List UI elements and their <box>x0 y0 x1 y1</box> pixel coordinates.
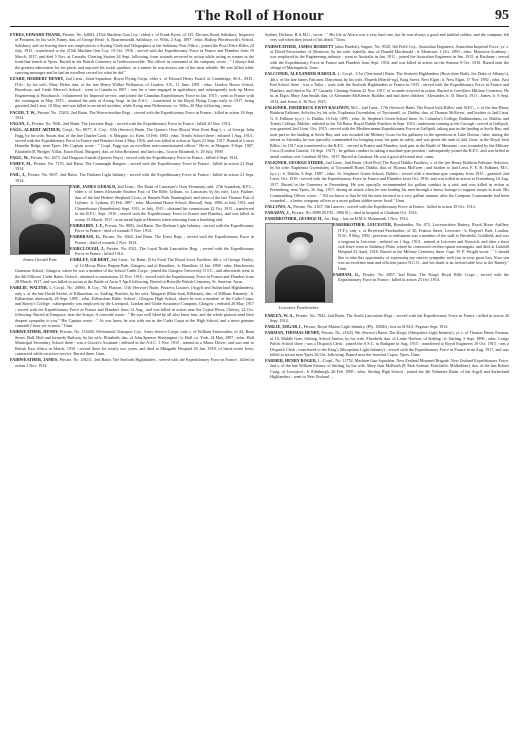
entry-text: (alias Burdett), Sapper, No. 9520, 6th Field Coy., Australian Engineers, Australian Imperial Force, yr. s. of David Fairweather, of Montrose, by his wife, Isabella, dau. of Donald Macdonald ; b. Montrose, 1 Oct. 1893 ; educ. Montrose Academy ; was employed in the Engineering industry ; went to Australia in Jan. 1911 ; joined the Australian Engineers in Jan. 1915, at Brisbane ; served with the Expeditionary Force in France and Flanders from Sept. 1916, and was killed in action on the Somme 9 Oct. 1916. Buried near the village of Martinpuich. Unm. <box>270 43 509 71</box>
entry-text: Private, No. 64003, 215th Machine Gun Coy.; eldest s. of Frank Eyres, of 125, Devizes Road, Salisbury, Inspector of Postmen, by his wife, Fanny, dau. of George Read ; b. Bournemouth, Salisbury, co. Wilts, 2 Aug. 1897 ; educ. Bishop Wordsworth's School, Salisbury, and on leaving there was employed as a Sorting Clerk and Telegraphist at the Salisbury Post Office ; joined the Post Office Rifles 24 July, 1915 ; transferred to the 215th Machine Gun Coy. 19 Oct. 1916 ; served with the Expeditionary Force in France and Flanders from 19 March, 1917, and died 5 Nov. at Casualty Clearing Station 24 Sept. following, from wounds received in action while acting as runner in the front-line trench at Ypres. Buried in the British Cemetery at Godewaersvelde. The officer in command of the company wrote : " I always had the greatest admiration for his pluck, and enjoyed his social qualities, as a runner he was always one of the most reliable. He was killed while carrying messages and he had an excellent record for what he did." <box>15 32 254 76</box>
entry-name: FARMER, HENRY ROGER, <box>265 358 317 364</box>
roll-entry <box>10 110 254 121</box>
entry-text: Art. Eng. ; lost on H.M.S. Monmouth 1 Nov. 1914. <box>324 216 409 222</box>
entry-text: 2nd Lieut., 42nd Squadron, Royal Flying Corps, elder s. of Edward Henry Ezard, of Cambridge, M.A., M.D., D.Sc., by his wife, Mary Helen, dau. of the late Henry Walker Wilkinson, of London, S.E., 11 June, 1891 ; educ. Lindow House School, Broadway, and Cadet Mercer's School ; went to Canada in 1907 ; was for a time engaged in agriculture, and subsequently took up Motor Engineering at Woodstock ; volunteered for Imperial service, and joined the Canadian Expeditionary Force in Jan. 1915 ; went to France with the contingent in May, 1915 ; attained the rank of Acting Sergt. in the A.S.C. ; transferred to the Royal Flying Corps early in 1917, being gazetted 2nd Lieut. 10 May, and was killed in an aerial accident, while flying near Netheravon, co. Wilts, 30 May following ; unm. <box>15 76 254 109</box>
entry-name: FAIRLEY, GILBERT, <box>70 257 110 263</box>
roll-entry <box>10 329 254 356</box>
entry-name: FALKINER, GEORGE STRIDE, <box>265 159 325 165</box>
roll-entry <box>10 76 254 109</box>
entry-name: FAIRBRASS, G., <box>70 234 102 240</box>
entry-name: FARADAY, J., <box>265 210 291 216</box>
entry-name: FAGAN, J., <box>10 121 31 127</box>
entry-text: Private, No. 9041, 2nd Battn. The Leicester Regt. ; served with the Expeditionary Force in France ; killed 20 Nov. 1914. <box>31 121 231 127</box>
entry-name: FARLIE, EDGAR J., <box>265 324 303 330</box>
roll-entry <box>265 32 509 43</box>
entry-name: EYRES, EDWARD FRANK, <box>10 32 62 37</box>
roll-entry <box>265 358 509 380</box>
roll-entry <box>265 210 509 215</box>
entry-name: FAREBROTHER, GEORGE H., <box>265 216 324 222</box>
entry-name: FAIL, J., <box>10 172 27 178</box>
entry-text: Private, Royal Marine Light Infantry, (Ply. 10286) ; lost on H.M.S. Pegasus Sept. 1914. <box>303 324 449 330</box>
roll-entry <box>265 71 509 104</box>
roll-entry <box>10 172 254 183</box>
entry-text: Private, No. 8321, The Loyal North Lancashire Regt. ; served with the Expeditionary Force in France ; killed 1914. <box>75 245 254 257</box>
entry-name: FAIRCLOUGH, J., <box>70 245 105 251</box>
entry-name: FAREBROTHER, LEICESTER, <box>333 222 393 228</box>
roll-entry <box>10 161 254 172</box>
roll-entry <box>265 44 509 71</box>
entry-name: FAGG, W., <box>10 154 30 160</box>
entry-name: FAIRWEATHER, HENRY, <box>10 329 59 335</box>
entry-text: L.-Corpl., No. 20865, B Coy., 7th Platoon, 11th (Service) Battn. Princess Louise's (Argyll and Sutherland Highlanders), only s. of the late David Fairlie, of Kilbarchan, co. Stirling, Butcher, by his wife, Margaret (Blair-loan, Kilbirnie), dau. of William Kennedy ; b. Kilbarchan afterwards, 26 Sept. 1895 ; educ. Kilbarchan Public School ; Glasgow High School, where he was a member of the Cadet Corps, and Skerry's College ; subsequently was employed by the Liverpool, London and Globe Assurance Company, Glasgow ; enlisted 26 May, 1917 ; served with the Expeditionary Force in France and Flanders from 12 Aug., and was killed in action near the Cojeul River, Chérisy, 22 Oct. following. Buried at Fampoux, near the Scarpe. A comrade wrote : " He was well liked by all who knew him, and the whole platoon send their deepest sympathy to you." His Captain wrote : " As you know he was with me in the Cadet Corps at the High School, and a more genuine comrade I have yet to meet." Unm. <box>15 285 254 329</box>
roll-entry <box>265 330 509 357</box>
portrait-image <box>265 223 333 303</box>
entry-name: FARHAM, G., <box>333 271 361 277</box>
photo-caption: Leicester Farebrother. <box>278 305 320 311</box>
roll-entry <box>265 204 509 209</box>
entry-name: FARLEY, W. A., <box>265 312 295 318</box>
entry-name: EZARD, HERBERT HENRY, <box>10 76 65 82</box>
left-entries-top <box>10 32 254 183</box>
roll-entry <box>10 285 254 329</box>
photo-leicester-farebrother <box>265 223 333 310</box>
right-entries-bottom <box>265 313 509 380</box>
entry-text: Private, No. 21623, 9th (Service) Battn. The King's (Shropshire Light Infantry), yr. s. of Thomas Henry Farman, of 10, Middle Gate, Stirling, School Janitor, by his wife, Elizabeth, dau. of Leslie Neilson, of Stirling ; b. Stirling, 5 Sept. 1896 ; educ. Craigs Public School there ; was a Dispatch Clerk ; joined the A.S.C. in Bathgate in Aug. 1915 ; transferred to Royal Engineers 10 Oct. 1915 ; was a Dispatch Clerk ; transferred to the King's (Shropshire Light Infantry) ; served with the Expeditionary Force in France from Aug. 1917, and was killed in action near Ypres 26 Oct. following. Buried near the Ironclad Copse, Ypres. Unm. <box>270 330 509 357</box>
page-number: 95 <box>495 8 509 23</box>
portrait-image <box>10 185 70 255</box>
entry-text: Sydney Dickson, R.A.M.C., wrote : " His life in Africa was a very hard one, but he was always a good and faithful soldier, and the company felt very sad when they heard of his death." Unm. <box>265 32 509 43</box>
entry-text: Private, No. 155400, Mechanical Transport Coy., Army Service Corps, only s. of William Fairweather, of 44, Bean Street, Hull, Hull and formerly Railway, by his wife, Elizabeth, dau. of John Spencer Washington ; b. Hull, co. York, 24 May, 1897 ; educ. Hull Municipal Secondary School there ; was a Grocer's Assistant ; enlisted in the A.S.C. 1 Nov. 1915 ; trained as a Motor Driver, and was sent to British East Africa in March, 1916 ; served there for nearly two years, and died at Mbagathi Hospital 26 Jan. 1918, of black-water fever, contracted while on active service. Buried there. Unm. <box>15 329 254 357</box>
entry-text: 2nd Lieut., 1st Battn. (51st Foot) The Royal Scots Fusiliers, 4th s. of George Fairley, of 14 Moray Place, Regent Park, Glasgow, and of Hamilton ; b. Hamilton, 21 Jan. 1896 ; educ. Hutcheson's Grammar School, Glasgow, where he was a member of the School Cadet Corps ; joined the Glasgow University O.T.C., and afterwards went to the 4th Officers' Cadet Battn. Oxford ; obtained a commission 22 Nov. 1916 ; served with the Expeditionary Force in France and Flanders from 28 March, 1917, and was killed in action at the Battle of Arras 9 April following. Buried in Ronville British Cemetery, St. Sauveur, Arras. <box>15 257 254 285</box>
entry-name: FAIRWEATHER, JAMES, <box>10 357 59 363</box>
right-entries-top <box>265 32 509 222</box>
entry-text: Private, No. 6989 (R.F.R., 1906 B.) ; died in hospital at Chatham Oct. 1914. <box>291 210 418 216</box>
entry-text: 2nd Lieut., The Duke of Lancaster's Own Yeomanry, attd. 27th Squadron, R.F.C., elder s. of James Alexander Stratton Fair, of The Rifle, Lytham, co. Lancaster, by his wife, Lucy Pauline, dau. of the late Herbert Shepherd Cross, of Hamels Park, Buntingford, and niece of the late Thomas Fair of Lytham ; b. Lytham, 25 Feb. 1897 ; educ. Moorland House School, Heswall, Sept. 1906, to July, 1911, and Charterhouse (Saunderites) Sept. 1911, to July, 1915 ; obtained his commission 22 Oct. 1915 ; transferred to the R.F.C. Sept. 1916 ; served with the Expeditionary Force in France and Flanders, and was killed in action 15 March, 1917, in an aerial fight at Hermies when returning from a bombing raid. <box>75 183 254 222</box>
roll-entry <box>10 357 254 368</box>
entry-text: Private, No. 9697, 2nd Battn. The Durham Light Infantry ; served with the Expeditionary Force in France ; killed in action 21 Sept. 1914. <box>15 172 254 183</box>
entry-name: FAIRWEATHER, JAMES BURDETT <box>265 43 334 49</box>
entry-name: FARMAN, THOMAS HENRY, <box>265 330 321 336</box>
roll-entry <box>10 127 254 154</box>
entry-text: Private, No. 7842, 2nd Battn. The South Lancashire Regt. ; served with the Expeditionary Force in France ; killed in action 20 Sept. 1914. <box>270 312 509 324</box>
header-rule <box>10 26 509 27</box>
entry-text: M.C., 2nd Lieut., 17th (Service) Battn. The Royal Irish Rifles, attd. R.F.C., s. of the late Henry Baldwin Falkiner, Solicitor, by his wife, Euphemia Gwendolen, of Tyrconnell, co. Dublin, dau. of Thomas McEwen ; and brother to 2nd Lieut. G. S. Falkiner (q.v.) ; b. Dublin, 16 July, 1895 ; educ. St. Stephen's Green School there, St. Columba's College, Rathfarnham, co. Dublin, and Trinity College, Dublin ; enlisted in the 7th Battn. Royal Dublin Fusiliers in Sept. 1914 ; underwent training at the Curragh ; served at Gallipoli, was gazetted 2nd Lieut. Oct. 1915 ; served with the Mediterranean Expeditionary Force at Gallipoli, taking part in the landing at Suvla Bay, and took part in the landing at Suvla Bay, and was awarded the Military Cross for his gallantry in the operations at Lake Doiran ; later, during the retreat to Salonika, he was specially commended for bringing away his guns in safety, and was given the rank of 2nd Lieut. in the Royal Irish Rifles ; in 1917 was transferred to the R.F.C. ; served in France and Flanders, took part in the Battle of Messines ; was wounded by the Military Cross (London Gazette, 16 Sept. 1917) ; he gallant conduct in taking a machine-gun position ; subsequently joined the R.F.C. and was killed in aerial combat over Cambrai 28 Dec. 1917. Buried at Cambrai. He was a good all-round shot ; unm. <box>270 104 509 159</box>
entry-name: FAIR, JAMES GERALD, <box>70 183 117 189</box>
page-header <box>10 6 509 26</box>
entry-text: L.-Corpl., 1/1st (Territorial) Battn. The Seaforth Highlanders (Ross-shire Buffs, the Duke of Albany's), 4th s. of the late James Falconer, Dairyman, by his wife, Elspeth (Sheriff-rig), King Street, New Elgin ; b. New Elgin, 17 Nov. 1892 ; educ. East End School there ; was a Tailor ; went with the Seaforth Highlanders to France in 1915 ; served with the Expeditionary Force in France and Flanders, and died at No. 87 Casualty Clearing Station 22 Nov. 1917, of wounds received in action. Buried at Grevillers Military Cemetery. He m. at Elgin, Mary Ann Smith, dau. of Alexander McKenzie, Builder, and had three children : Alexander, b. 31 March, 1911 ; James, b. 8 Sept. 1914, and Jessie, b. 30 Nov. 1915. <box>270 71 509 104</box>
photo-caption: James Gerald Fair. <box>22 256 58 262</box>
roll-entry <box>265 216 509 221</box>
entry-text: Private, No. 6857, 2nd Battn. The King's Royal Rifle Corps ; served with the Expeditionary Force in France ; killed in action 23 Oct. 1914. <box>338 271 509 283</box>
entry-text: Private, No. 2167, 9th Lancers ; served with the Expeditionary Force in France ; killed in action 29 Oct. 1914. <box>293 204 476 210</box>
entry-name: FAIRLIE, WALTER, <box>10 285 48 291</box>
entry-name: FAGG, ALBERT ARTHUR, <box>10 127 61 133</box>
left-column <box>10 32 254 734</box>
entry-name: FALLOWS, A., <box>265 204 293 210</box>
left-entries-bottom <box>10 246 254 368</box>
roll-entry <box>10 121 254 126</box>
entry-text: Corpl., No. 8077, A. Coy., 10th (Service) Battn. The Queen's Own (Royal West Kent Regt.), s. of George John Fagg, by his wife, Susan, dau. of the late Charles Cook ; b. Margate, co. Kent, 15 Feb. 1884 ; educ. Trinity School there ; enlisted 1 Aug. 1914 ; served with the Expeditionary Force in France and Flanders from 4 May, 1916, and was killed in action at Ypres 21 Sept. 1917. Buried at Lower Hamelin Ridge, near Ypres. His Captain wrote : " Corpl. Fagg was an excellent non-commissioned officer." He m. at Margate, 8 Sept. 1907, Elizabeth (8, Bridges' Villas, Eaton Road, Margate), dau. of John Rowland, and had a dau., Gracie Elizabeth, b. 29 July, 1909. <box>15 127 254 154</box>
roll-entry <box>265 105 509 160</box>
entry-text: Private, No. 4473, 2nd Dragoon Guards (Queen's Bays) ; served with the Expeditionary Force in France ; killed 4 Sept. 1914. <box>30 154 239 160</box>
page-title: The Roll of Honour <box>194 8 325 24</box>
roll-entry <box>265 313 509 324</box>
roll-entry <box>265 160 509 204</box>
entry-text: Private, No. 7155, 2nd Battn. The Connaught Rangers ; served with the Expeditionary Force in France ; killed in action 21 Sept. 1914. <box>15 160 254 172</box>
right-column <box>265 32 509 734</box>
entry-name: FAIRBAIRN, J. F., <box>70 222 104 228</box>
entry-text: Bombardier, No. 872, Leicestershire Battery, Royal Horse Artillery (T.F.), only s. of Reverend Farebrother, of 30, Francis Street, Leicester ; b. Regent's Park, London, N.W., 8 May, 1892 ; previous to enlistment was a member of the staff at Westfield, Coldfield, and was a sergeant in Leicester ; enlisted on 1 Aug. 1914 ; trained at Leicester and Norwich, and after a short sick leave went to Salisbury Plain, where he contracted cerebro-spinal meningitis, and died at Larkhill Hospital 23 April, 1916. Buried in the Military Cemetery there. Capt. W. F. Wright wrote : " I should like to take this opportunity of expressing my sincere sympathy with you in your great loss. Your son was an excellent man and efficient junior N.C.O., and his death is an irretrievable loss to the Battery." Unm. <box>338 222 509 271</box>
entry-text: Private, No. 8042, 2nd Battn. The Essex Regt. ; served with the Expeditionary Force in France ; died of wounds 2 Nov. 1914. <box>75 234 254 245</box>
entry-text: L.-Corpl., No. 11752, Machine Gun Squadron, New Zealand Mounted Brigade, New Zealand Expeditionary Force, 2nd s. of the late William Farmer, of Stirling, by his wife, Mary Jane McBeath (8, Park Avenue, Portobello, Midlothian), dau. of the late Robert Craig, of Liverpool ; b. Edinburgh, 26 Feb. 1895 ; educ. Stirling High School ; joined the 4th Volunteer Battn. of the Argyll and Sutherland Highlanders ; went to New Zealand ... <box>270 358 509 380</box>
roll-entry <box>10 32 254 76</box>
photo-james-gerald-fair <box>10 185 70 262</box>
entry-text: Private, No. 8083, 2nd Battn. The Durham Light Infantry ; served with the Expeditionary Force in France ; died of wounds 9 Nov. 1914. <box>75 222 254 234</box>
entry-name: FALCONER, ALEXANDER HAROLD, <box>265 71 337 77</box>
roll-entry <box>265 324 509 329</box>
entry-name: FACER, T. W., <box>10 109 37 115</box>
entry-name: FAHEY, M., <box>10 160 33 166</box>
entry-text: Private, No. 15203, 2nd Battn. The Worcestershire Regt. ; served with the Expeditionary Force in France ; killed in action 18 Sept. 1914. <box>15 109 254 120</box>
entry-text: Private, No. 4/8211, 2nd Battn. The Seaforth Highlanders ; served with the Expeditionary Force in France ; killed in action 1 Nov. 1914. <box>15 357 254 368</box>
entry-name: FALKINER, FREDERICK EWEN BALDWIN, <box>265 104 350 110</box>
roll-entry <box>10 155 254 160</box>
entry-text: 2nd Lieut., 2nd Battn. (Attd Post) The Royal Dublin Fusiliers, s. of the late Henry Baldwin Falkiner, Solicitor, by his wife, Euphemia Gwendolen, of Tyrconnell Road, Dublin, dau. of Thomas McEwen ; and brother to 2nd Lieut. F. E. B. Falkiner, M.C. (q.v.) ; b. Dublin, 6 Sept. 1897 ; educ. St. Stephen's Green School, Dublin ; served with a machine-gun company from 1915 ; gazetted 2nd Lieut. Oct. 1916 ; served with the Expeditionary Force in France and Flanders from Oct. 1916, and was killed in action at Frezenberg 16 Aug. 1917. Buried in the Cemetery at Frezenberg. He was specially recommended for gallant conduct in a raid, and was killed in action at Frezenberg, near Ypres, 16 Aug. 1917, during an attack when he was leading his men through a heavy barrage to support troops in front. His Commanding Officer wrote : " All we know is that he led his men forward in a very gallant manner, after his Company Commander had been wounded ... a better company officer or a more gallant soldier never lived." Unm. <box>270 159 509 203</box>
